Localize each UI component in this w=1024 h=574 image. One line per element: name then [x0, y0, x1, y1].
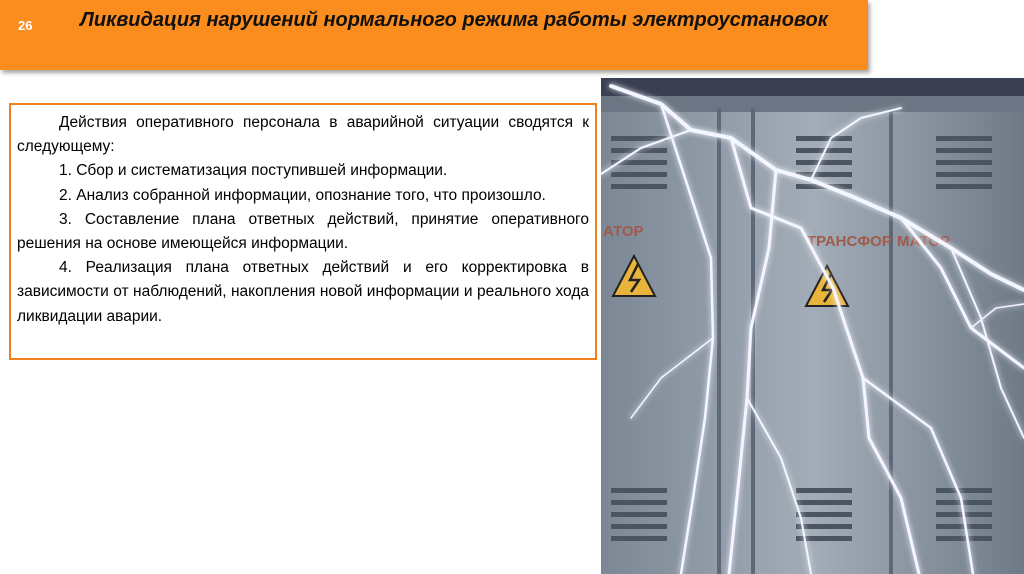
list-item-2: 2. Анализ собранной информации, опознание того, что произошло. — [59, 186, 546, 204]
intro-paragraph: Действия оперативного персонала в аварийной ситуации сводятся к следующему: — [17, 114, 589, 156]
content-textbox — [9, 103, 597, 360]
list-item-1: 1. Сбор и систематизация поступившей информации. — [59, 162, 448, 180]
cabinet-label-right: МАТОР — [897, 233, 951, 250]
cabinet-label-center: ТРАНСФОР — [807, 233, 892, 250]
cabinet-label-left: АТОР — [603, 223, 644, 240]
list-item-3: 3. Составление плана ответных действий, принятие оперативного решения на основе имеющейся информации. — [17, 210, 589, 253]
slide-title: Ликвидация нарушений нормального режима работы электроустановок — [80, 9, 828, 31]
list-item-4: 4. Реализация плана ответных действий и его корректировка в зависимости от наблюдений, накопления новой информации и реального хода ликвидации аварии. — [17, 259, 589, 325]
transformer-lightning-photo — [601, 78, 1024, 574]
title-bar — [0, 0, 868, 70]
slide-number: 26 — [18, 18, 33, 33]
